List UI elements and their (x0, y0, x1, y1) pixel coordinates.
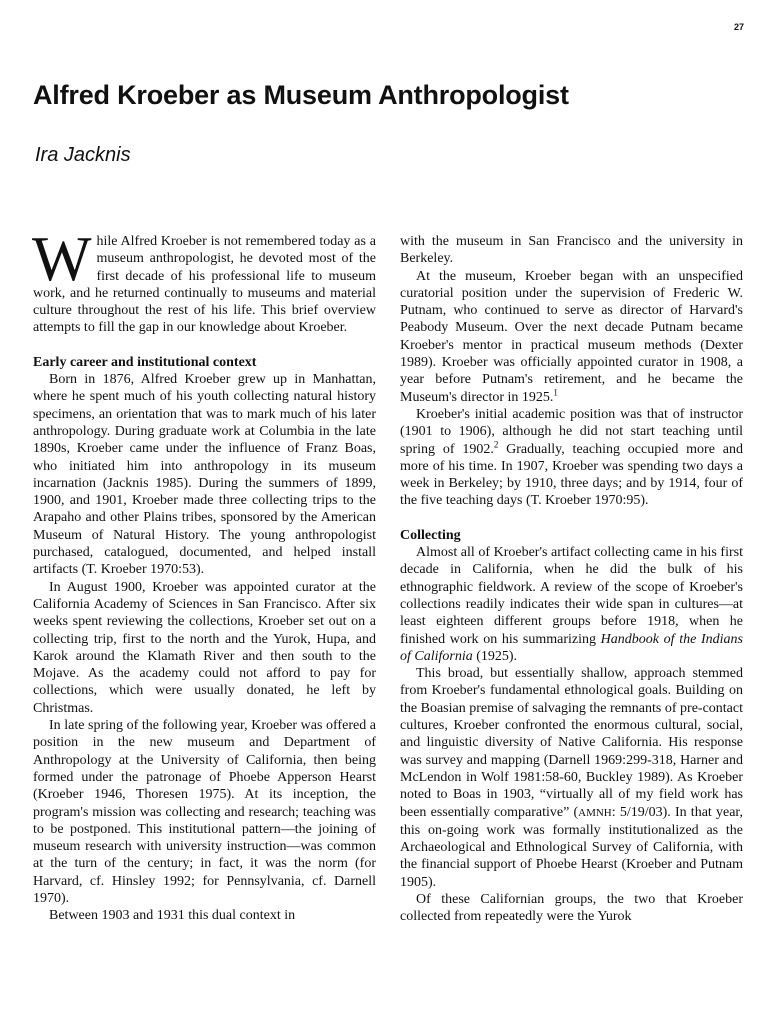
paragraph-text: Gradually, teaching occupied more and more of his time. In 1907, Kroeber was spending two days a week in Berkeley; by 1910, three days; and by 1914, four of the five teaching days (T. Kroeber 1970:95). (400, 441, 743, 509)
footnote-marker: 1 (553, 387, 558, 398)
article-title: Alfred Kroeber as Museum Anthropologist (33, 80, 569, 110)
body-paragraph: In August 1900, Kroeber was appointed curator at the California Academy of Sciences in San Francisco. After six weeks spent reviewing the collections, Kroeber set out on a collecting trip, first to the north and the Yurok, Hupa, and Karok around the Klamath River and then south to the Mojave. As the academy could not afford to pay for collections, which were usually donated, he left by Christmas. (33, 579, 376, 716)
page-number: 27 (733, 22, 744, 32)
right-column (400, 233, 743, 926)
left-column (32, 224, 376, 925)
drop-cap: W (32, 224, 92, 294)
author-name: Ira Jacknis (35, 144, 131, 166)
footnote-marker: 2 (493, 438, 499, 449)
paragraph-text: (1925). (472, 648, 518, 664)
paragraph-text: Kroeber's initial academic position was that of instructor (1901 to 1906), although he did not start teaching until spring of 1902. (400, 406, 743, 457)
paragraph-text: This broad, but essentially shallow, approach stemmed from Kroeber's fundamental ethnological goals. Building on the Boasian premise of salvaging the remnants of pre-contact cultures, Kroeber confronted the enormous cultural, social, and linguistic diversity of Native California. His response was survey and mapping (Darnell 1969:299-318, Harner and McLendon in Wolf 1981:58-60, Buckley 1989). As Kroeber noted to Boas in 1903, “virtually all of my field work has been essentially comparative” ( (400, 666, 743, 820)
section-heading-early-career: Early career and institutional context (33, 354, 257, 370)
section-heading-collecting: Collecting (400, 527, 461, 543)
body-paragraph (400, 544, 743, 665)
intro-text: hile Alfred Kroeber is not remembered today as a museum anthropologist, he devoted most of the first decade of his professional life to museum work, and he returned continually to museums and material culture throughout the rest of his life. This brief overview attempts to fill the gap in our knowledge about Kroeber. (33, 234, 376, 336)
body-paragraph: Born in 1876, Alfred Kroeber grew up in Manhattan, where he spent much of his youth collecting natural history specimens, an orientation that was to mark much of his later anthropology. During graduate work at Columbia in the late 1890s, Kroeber came under the influence of Franz Boas, who initiated him into anthropology in its museum incarnation (Jacknis 1985). During the summers of 1899, 1900, and 1901, Kroeber made three collecting trips to the Arapaho and other Plains tribes, sponsored by the American Museum of Natural History. The young anthropologist purchased, catalogued, documented, and helped install artifacts (T. Kroeber 1970:53). (33, 372, 376, 578)
body-paragraph (400, 268, 743, 406)
body-paragraph (400, 665, 743, 891)
body-paragraph: with the museum in San Francisco and the university in Berkeley. (400, 234, 743, 267)
paragraph-text: Almost all of Kroeber's artifact collecting came in his first decade in California, when he did the bulk of his ethnographic fieldwork. A review of the scope of Kroeber's collections readily indicates their wide span in cultures—at least eighteen different groups before 1918, when he finished work on his summarizing (400, 545, 743, 647)
body-paragraph (400, 406, 743, 510)
archive-abbreviation: AMNH (578, 806, 612, 819)
body-paragraph: Of these Californian groups, the two that Kroeber collected from repeatedly were the Yurok (400, 891, 743, 925)
paragraph-text: At the museum, Kroeber began with an unspecified curatorial position under the supervision of Frederic W. Putnam, who continued to serve as director of Harvard's Peabody Museum. Over the next decade Putnam became Kroeber's mentor in practical museum methods (Dexter 1989). Kroeber was officially appointed curator in 1908, a year before Putnam's retirement, and he became the Museum's director in 1925. (400, 268, 743, 405)
paragraph-text: : 5/19/03). In that year, this on-going work was formally institutionalized as the Archaeological and Ethnological Survey of California, with the financial support of Phoebe Hearst (Kroeber and Putnam 1905). (400, 804, 744, 890)
body-paragraph: Between 1903 and 1931 this dual context in (49, 908, 296, 924)
body-paragraph: In late spring of the following year, Kroeber was offered a position in the new museum and Department of Anthropology at the University of California, then being formed under the patronage of Phoebe Apperson Hearst (Kroeber 1946, Thoresen 1975). At its inception, the program's mission was collecting and research; teaching was to be postponed. This institutional pattern—the joining of museum research with university instruction—was common at the turn of the century; in fact, it was the norm (for Harvard, cf. Hinsley 1992; for Pennsylvania, cf. Darnell 1970). (33, 718, 376, 906)
intro-paragraph (32, 224, 376, 337)
book-title: Handbook of the Indians of California (400, 631, 743, 664)
